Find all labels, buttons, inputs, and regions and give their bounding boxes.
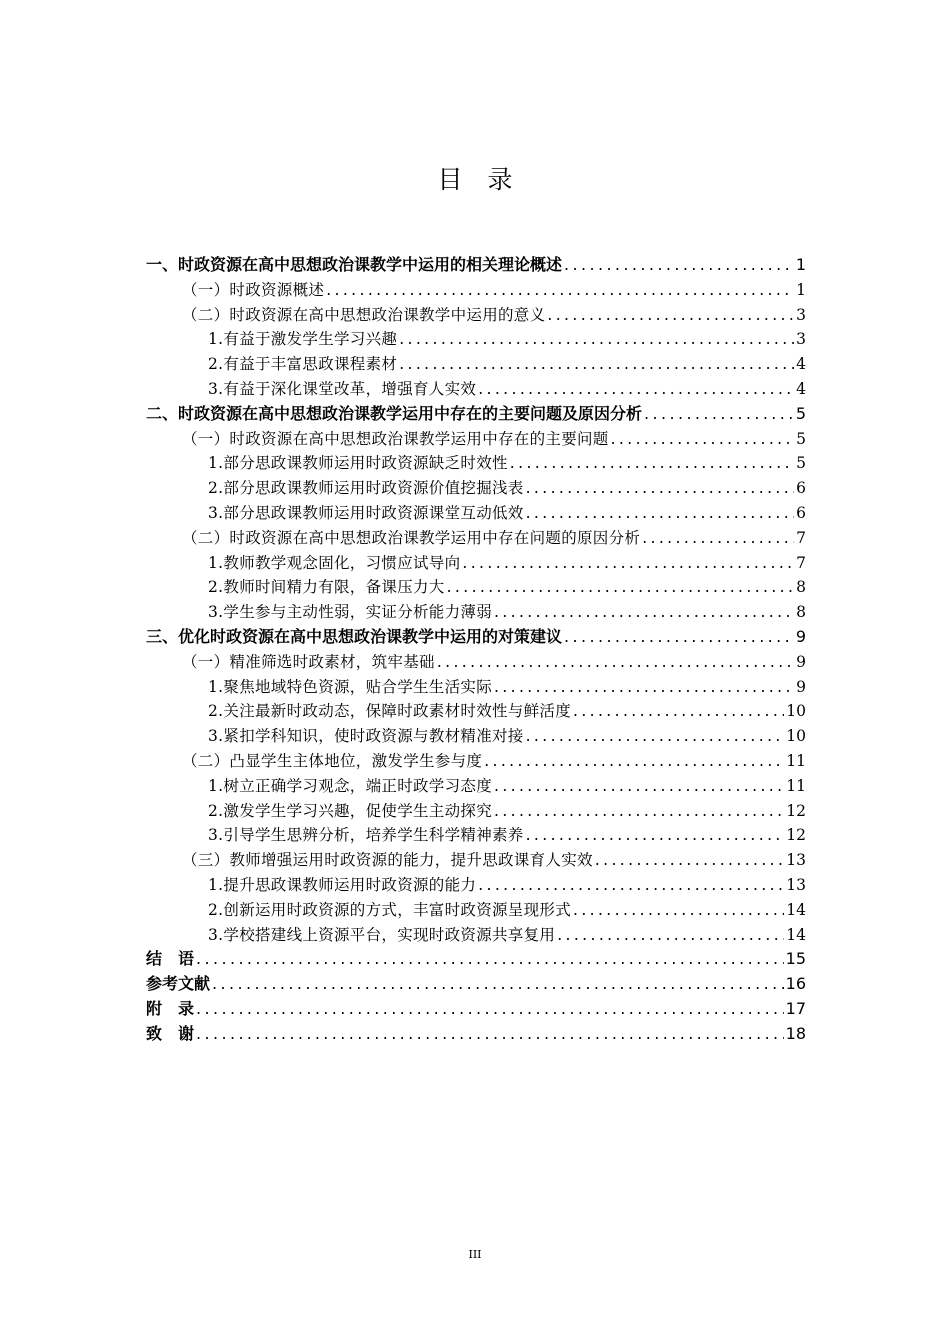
toc-entry-page-number: 5 (795, 403, 806, 423)
toc-entry-label: 3.部分思政课教师运用时政资源课堂互动低效 (208, 503, 524, 522)
toc-entry-label: 三、优化时政资源在高中思想政治课教学中运用的对策建议 (146, 626, 563, 646)
toc-entry[interactable] (146, 352, 806, 377)
toc-leader-dots (573, 898, 784, 923)
toc-entry[interactable] (146, 947, 806, 972)
toc-entry-label: 2.部分思政课教师运用时政资源价值挖掘浅表 (208, 479, 524, 498)
toc-entry-page-number: 7 (796, 553, 806, 572)
toc-entry[interactable] (146, 575, 806, 600)
toc-entry-label: 3.引导学生思辨分析，培养学生科学精神素养 (208, 826, 524, 845)
toc-entry-page-number: 18 (785, 1023, 806, 1043)
toc-leader-dots (573, 699, 784, 724)
toc-leader-dots (494, 675, 794, 700)
toc-entry-page-number: 9 (796, 677, 806, 696)
toc-leader-dots (526, 501, 795, 526)
toc-entry-label: （二）凸显学生主体地位，激发学生参与度 (182, 751, 483, 770)
toc-leader-dots (510, 451, 794, 476)
toc-entry-label: 3.学生参与主动性弱，实证分析能力薄弱 (208, 603, 492, 622)
toc-entry-label: 2.有益于丰富思政课程素材 (208, 355, 398, 374)
toc-leader-dots (399, 327, 794, 352)
toc-entry-label: 二、时政资源在高中思想政治课教学运用中存在的主要问题及原因分析 (146, 403, 643, 423)
toc-entry-label: 参考文献 (146, 974, 211, 994)
toc-entry[interactable] (146, 650, 806, 675)
toc-leader-dots (478, 873, 784, 898)
toc-entry-label: 2.关注最新时政动态，保障时政素材时效性与鲜活度 (208, 702, 571, 721)
toc-entry[interactable] (146, 625, 806, 650)
toc-leader-dots (564, 625, 794, 650)
toc-entry-page-number: 1 (795, 255, 806, 274)
toc-entry-label: 1.树立正确学习观念，端正时政学习态度 (208, 776, 492, 795)
toc-entry[interactable] (146, 278, 806, 303)
toc-entry[interactable] (146, 451, 806, 476)
toc-entry-page-number: 14 (786, 925, 806, 944)
toc-leader-dots (564, 253, 794, 278)
toc-entry[interactable] (146, 724, 806, 749)
toc-entry-page-number: 4 (796, 379, 806, 398)
toc-leader-dots (526, 823, 785, 848)
toc-leader-dots (196, 997, 784, 1022)
toc-leader-dots (447, 575, 795, 600)
toc-leader-dots (196, 1022, 784, 1047)
toc-entry-page-number: 9 (795, 626, 806, 646)
toc-leader-dots (326, 278, 794, 303)
toc-entry-page-number: 11 (786, 776, 806, 795)
toc-leader-dots (462, 551, 794, 576)
toc-entry[interactable] (146, 972, 806, 997)
toc-entry-page-number: 1 (796, 280, 806, 299)
toc-entry[interactable] (146, 253, 806, 278)
toc-entry[interactable] (146, 749, 806, 774)
toc-leader-dots (526, 476, 795, 501)
toc-leader-dots (644, 402, 794, 427)
toc-entry[interactable] (146, 327, 806, 352)
toc-entry-label: （一）精准筛选时政素材，筑牢基础 (182, 652, 435, 671)
toc-leader-dots (196, 947, 784, 972)
page-number: III (468, 1248, 482, 1261)
toc-entry[interactable] (146, 600, 806, 625)
toc-entry-label: 2.激发学生学习兴趣，促使学生主动探究 (208, 801, 492, 820)
toc-entry[interactable] (146, 997, 806, 1022)
toc-entry-page-number: 10 (786, 727, 806, 746)
toc-entry[interactable] (146, 303, 806, 328)
toc-entry[interactable] (146, 774, 806, 799)
toc-entry-label: 1.提升思政课教师运用时政资源的能力 (208, 875, 477, 894)
toc-entry-label: （三）教师增强运用时政资源的能力，提升思政课育人实效 (182, 851, 593, 870)
toc-leader-dots (611, 427, 795, 452)
toc-entry-label: 一、时政资源在高中思想政治课教学中运用的相关理论概述 (146, 255, 563, 274)
toc-leader-dots (642, 526, 794, 551)
toc-entry-page-number: 7 (796, 528, 806, 547)
toc-leader-dots (595, 848, 784, 873)
toc-entry[interactable] (146, 823, 806, 848)
toc-entry-page-number: 6 (796, 479, 806, 498)
toc-entry-page-number: 13 (786, 851, 806, 870)
toc-entry-page-number: 6 (796, 503, 806, 522)
toc-entry[interactable] (146, 402, 806, 427)
toc-entry[interactable] (146, 848, 806, 873)
toc-leader-dots (494, 600, 794, 625)
toc-entry[interactable] (146, 526, 806, 551)
toc-entry[interactable] (146, 551, 806, 576)
toc-entry-page-number: 16 (785, 974, 806, 994)
toc-entry-page-number: 5 (796, 429, 806, 448)
toc-entry-page-number: 8 (796, 578, 806, 597)
toc-entry-label: 3.学校搭建线上资源平台，实现时政资源共享复用 (208, 925, 556, 944)
toc-entry[interactable] (146, 873, 806, 898)
toc-entry-label: 1.教师教学观念固化，习惯应试导向 (208, 553, 461, 572)
toc-entry-page-number: 11 (786, 751, 806, 770)
toc-leader-dots (494, 774, 784, 799)
toc-leader-dots (494, 799, 784, 824)
toc-entry-page-number: 14 (786, 900, 806, 919)
toc-entry[interactable] (146, 427, 806, 452)
toc-entry[interactable] (146, 799, 806, 824)
toc-entry-page-number: 10 (786, 702, 806, 721)
toc-entry[interactable] (146, 476, 806, 501)
toc-entry-label: 结 语 (146, 949, 195, 969)
toc-entry-page-number: 4 (796, 355, 806, 374)
toc-entry-label: 3.有益于深化课堂改革，增强育人实效 (208, 379, 477, 398)
toc-entry[interactable] (146, 675, 806, 700)
toc-leader-dots (484, 749, 784, 774)
toc-entry-label: （一）时政资源在高中思想政治课教学运用中存在的主要问题 (182, 429, 609, 448)
toc-entry[interactable] (146, 501, 806, 526)
toc-leader-dots (478, 377, 794, 402)
toc-leader-dots (557, 923, 784, 948)
toc-entry-page-number: 13 (786, 875, 806, 894)
toc-entry[interactable] (146, 699, 806, 724)
toc-leader-dots (547, 303, 794, 328)
toc-entry-page-number: 17 (785, 998, 806, 1018)
toc-entry[interactable] (146, 1022, 806, 1047)
toc-entry[interactable] (146, 923, 806, 948)
toc-entry-page-number: 12 (786, 826, 806, 845)
toc-entry-label: （二）时政资源在高中思想政治课教学运用中存在问题的原因分析 (182, 528, 641, 547)
toc-entry-label: 2.创新运用时政资源的方式，丰富时政资源呈现形式 (208, 900, 571, 919)
toc-leader-dots (437, 650, 794, 675)
page-title: 目 录 (437, 165, 513, 194)
toc-entry-label: 3.紧扣学科知识，使时政资源与教材精准对接 (208, 727, 524, 746)
toc-entry-label: （二）时政资源在高中思想政治课教学中运用的意义 (182, 305, 546, 324)
toc-entry-label: 附 录 (146, 998, 195, 1018)
table-of-contents (146, 253, 806, 1047)
toc-leader-dots (212, 972, 784, 997)
toc-entry-label: 2.教师时间精力有限，备课压力大 (208, 578, 445, 597)
toc-entry-page-number: 9 (796, 652, 806, 671)
toc-entry-page-number: 3 (796, 305, 806, 324)
toc-entry-label: （一）时政资源概述 (182, 280, 325, 299)
toc-entry-page-number: 12 (786, 801, 806, 820)
toc-entry-page-number: 8 (796, 603, 806, 622)
toc-leader-dots (399, 352, 794, 377)
toc-entry-page-number: 15 (785, 949, 806, 969)
toc-entry-label: 1.部分思政课教师运用时政资源缺乏时效性 (208, 454, 508, 473)
toc-entry-label: 致 谢 (146, 1023, 195, 1043)
toc-entry-label: 1.聚焦地域特色资源，贴合学生生活实际 (208, 677, 492, 696)
toc-entry-label: 1.有益于激发学生学习兴趣 (208, 330, 398, 349)
toc-entry-page-number: 5 (796, 454, 806, 473)
toc-entry[interactable] (146, 898, 806, 923)
toc-leader-dots (526, 724, 785, 749)
toc-entry[interactable] (146, 377, 806, 402)
toc-entry-page-number: 3 (796, 330, 806, 349)
